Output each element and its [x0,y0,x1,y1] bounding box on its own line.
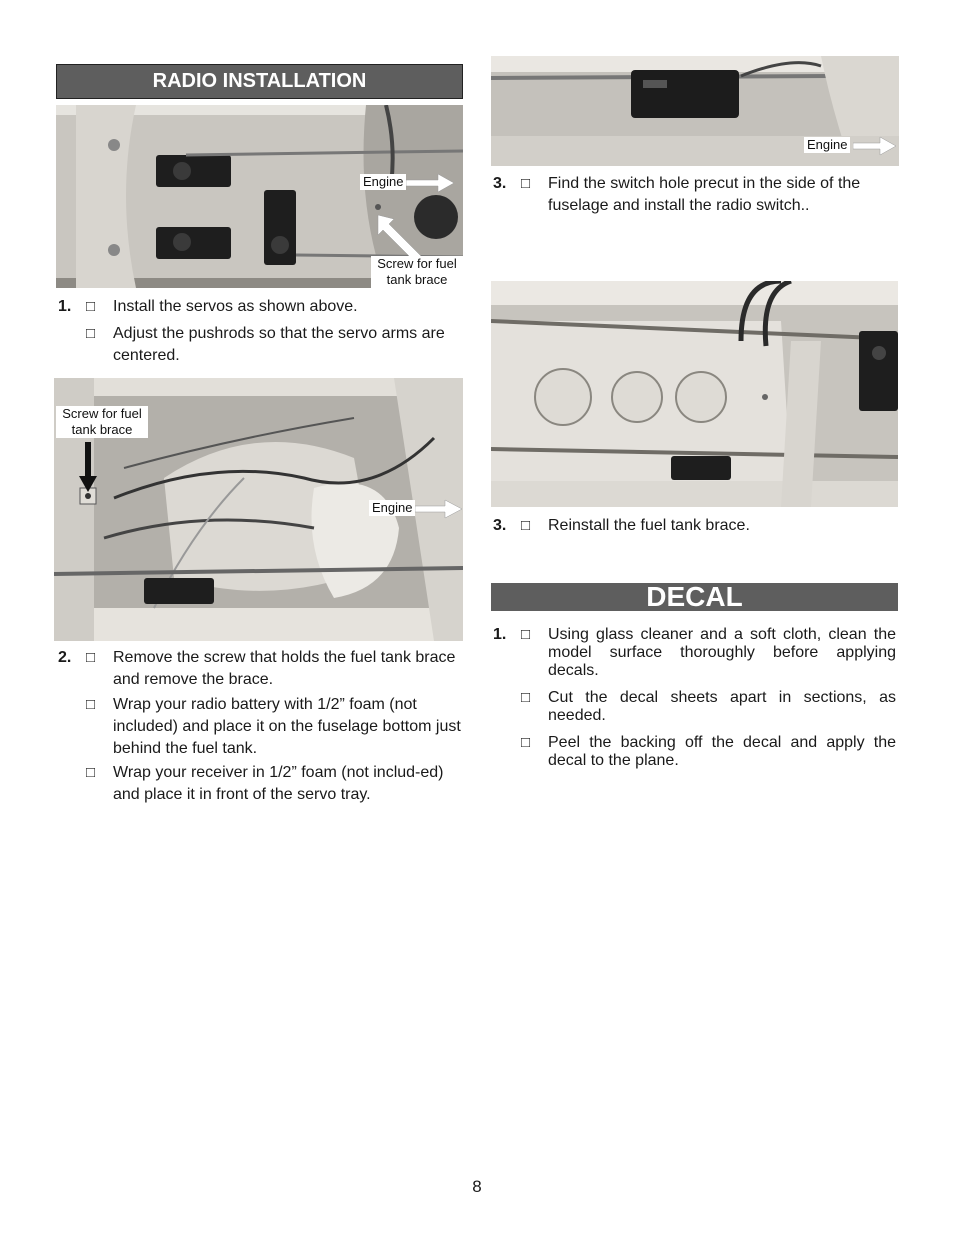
step-number: 1. [493,626,507,643]
checkbox-icon[interactable]: □ [521,734,531,751]
engine-callout: Engine [804,137,850,153]
step-1 [56,296,463,368]
step-text: Find the switch hole precut in the side of the fuselage and install the radio switch.. [548,175,861,214]
decal-step-1 [491,624,899,774]
step-text: Peel the backing off the decal and apply the decal to the plane. [548,734,896,769]
screw-callout: Screw for fuel tank brace [371,256,463,288]
fuel-tank-brace-photo [491,281,898,507]
step-text: Using glass cleaner and a soft cloth, clean the model surface thoroughly before applying decals. [548,626,896,679]
step-2 [56,647,463,809]
checkbox-icon[interactable]: □ [86,298,96,315]
step-3-switch [491,173,899,221]
checkbox-icon[interactable]: □ [521,626,531,643]
engine-arrow-icon [853,136,897,156]
checkbox-icon[interactable]: □ [86,696,96,713]
screw-callout: Screw for fuel tank brace [56,406,148,438]
engine-arrow-icon [415,499,463,519]
step-text: Wrap your radio battery with 1/2” foam (not included) and place it on the fuselage bottom just behind the fuel tank. [113,696,461,757]
engine-arrow-icon [406,173,456,193]
step-text: Reinstall the fuel tank brace. [548,517,750,534]
radio-installation-title: RADIO INSTALLATION [56,64,463,99]
engine-callout: Engine [360,174,406,190]
step-text: Wrap your receiver in 1/2” foam (not includ-ed) and place it in front of the servo tray. [113,764,444,803]
engine-callout: Engine [369,500,415,516]
switch-photo [491,56,899,166]
screw-arrow-icon [79,442,97,492]
servo-tray-photo [56,105,463,288]
step-number: 3. [493,517,507,534]
step-number: 3. [493,175,507,192]
step-3-reinstall [491,515,899,539]
checkbox-icon[interactable]: □ [86,325,96,342]
checkbox-icon[interactable]: □ [521,689,531,706]
checkbox-icon[interactable]: □ [521,175,531,192]
step-number: 2. [58,649,72,666]
fuel-tank-photo [54,378,463,641]
checkbox-icon[interactable]: □ [86,764,96,781]
checkbox-icon[interactable]: □ [521,517,531,534]
step-text: Remove the screw that holds the fuel tank brace and remove the brace. [113,649,456,688]
step-number: 1. [58,298,72,315]
page-number: 8 [472,1177,482,1196]
step-text: Adjust the pushrods so that the servo arms are centered. [113,325,445,364]
step-text: Cut the decal sheets apart in sections, as needed. [548,689,896,724]
checkbox-icon[interactable]: □ [86,649,96,666]
step-text: Install the servos as shown above. [113,298,358,315]
decal-title: DECAL [491,583,898,611]
